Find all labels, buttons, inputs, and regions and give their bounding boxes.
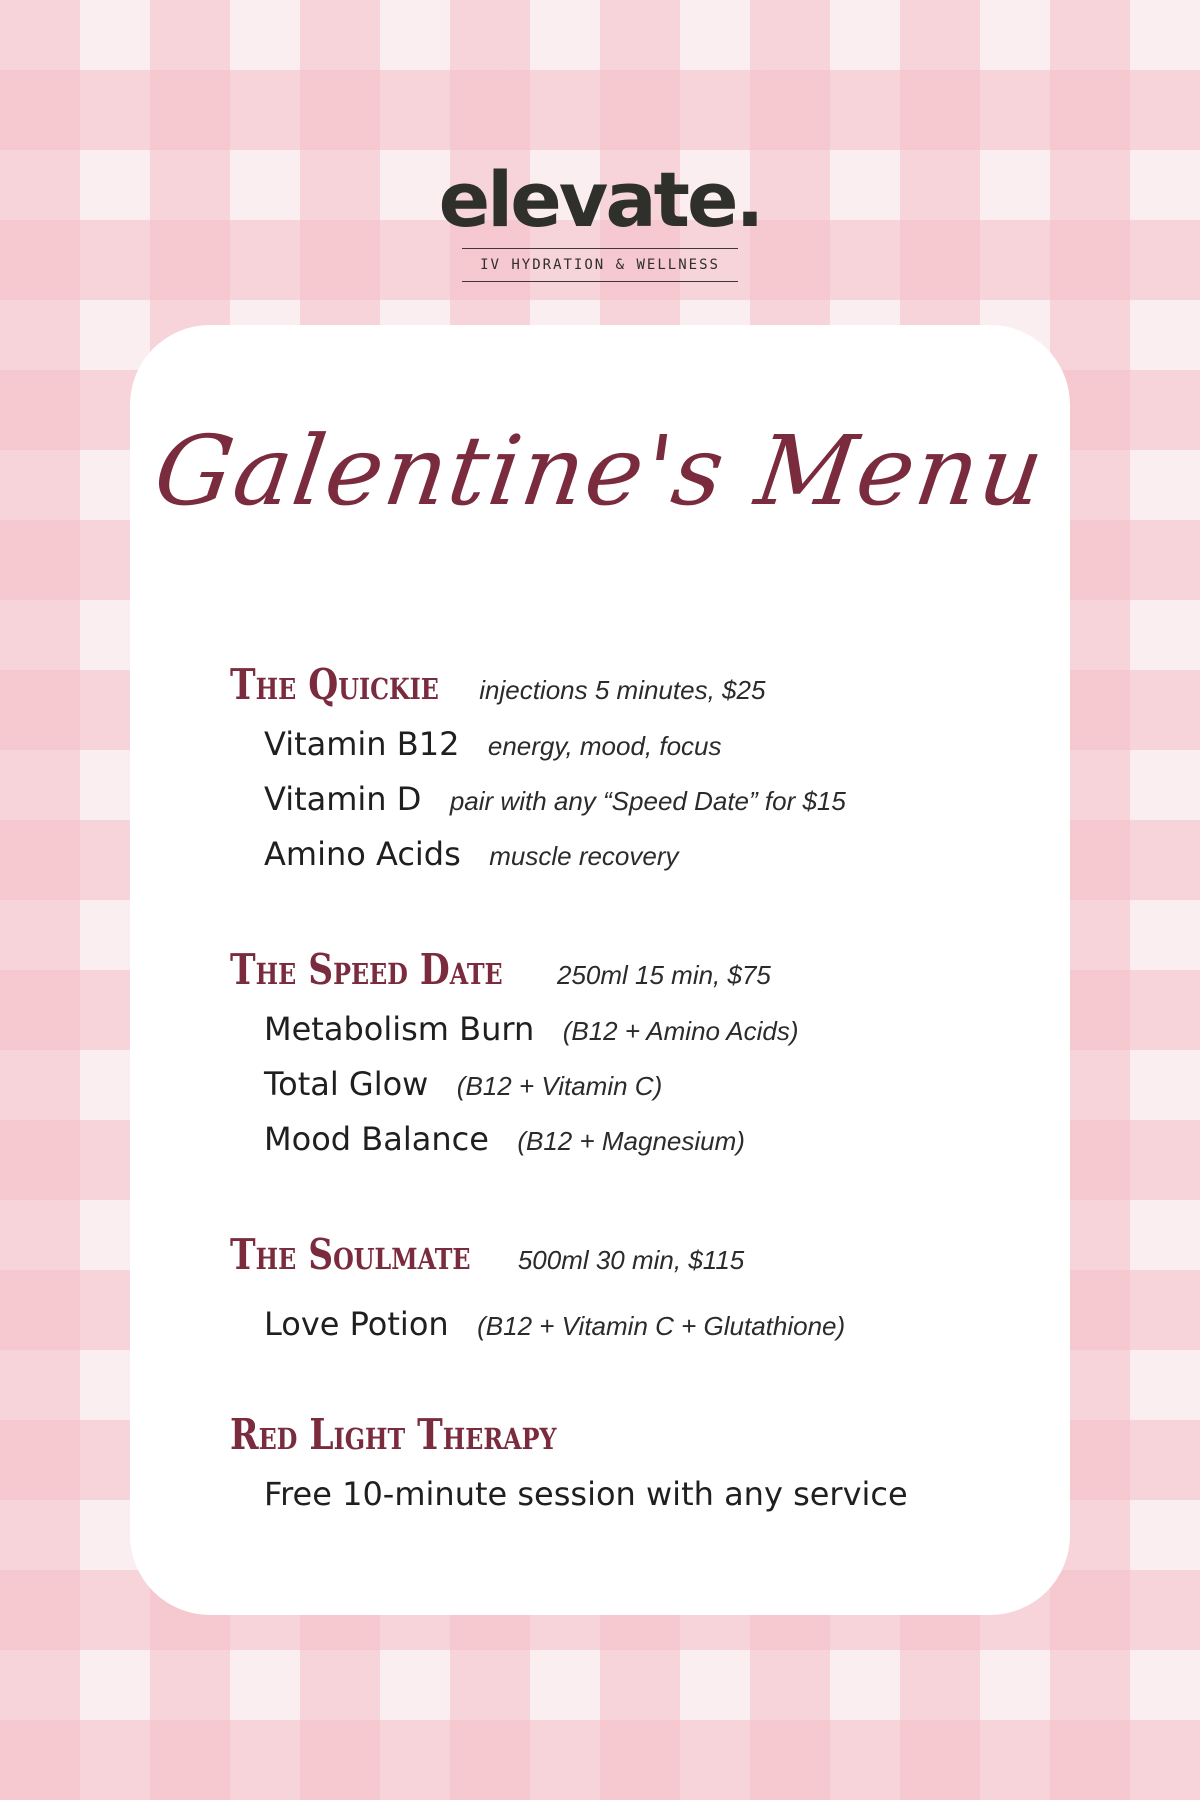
brand-logo (0, 155, 1200, 282)
list-item (264, 1002, 798, 1057)
section-header (230, 1230, 845, 1279)
item-note: (B12 + Amino Acids) (562, 1016, 799, 1046)
section-header (230, 660, 846, 709)
item-name: Vitamin D (264, 780, 422, 818)
section-soulmate (230, 1230, 845, 1352)
item-name: Amino Acids (264, 835, 461, 873)
menu-card (130, 325, 1070, 1615)
list-item (264, 1297, 845, 1352)
list-item (264, 1057, 798, 1112)
list-item (264, 772, 846, 827)
section-detail: 250ml 15 min, $75 (556, 960, 771, 990)
section-detail: injections 5 minutes, $25 (479, 675, 766, 705)
section-name: The Quickie (230, 660, 439, 709)
item-note: (B12 + Magnesium) (517, 1126, 745, 1156)
section-name: The Soulmate (230, 1230, 471, 1279)
item-name: Mood Balance (264, 1120, 489, 1158)
item-note: pair with any “Speed Date” for $15 (449, 786, 846, 816)
item-note: muscle recovery (489, 841, 679, 871)
list-item (264, 827, 846, 882)
item-name: Total Glow (264, 1065, 429, 1103)
section-name: The Speed Date (230, 945, 503, 994)
item-note: (B12 + Vitamin C + Glutathione) (477, 1311, 846, 1341)
section-red-light (230, 1410, 908, 1513)
list-item (264, 717, 846, 772)
list-item (264, 1112, 798, 1167)
brand-tagline: IV HYDRATION & WELLNESS (462, 248, 738, 282)
brand-name: elevate. (438, 155, 762, 244)
section-header (230, 945, 798, 994)
item-note: (B12 + Vitamin C) (456, 1071, 663, 1101)
section-speed-date (230, 945, 798, 1167)
section-name: Red Light Therapy (230, 1410, 557, 1459)
section-quickie (230, 660, 846, 882)
item-name: Love Potion (264, 1305, 449, 1343)
item-note: energy, mood, focus (487, 731, 722, 761)
section-description: Free 10-minute session with any service (264, 1475, 908, 1513)
section-header (230, 1410, 908, 1459)
item-name: Metabolism Burn (264, 1010, 535, 1048)
item-name: Vitamin B12 (264, 725, 460, 763)
section-detail: 500ml 30 min, $115 (517, 1245, 745, 1275)
menu-title: Galentine's Menu (148, 415, 1052, 527)
